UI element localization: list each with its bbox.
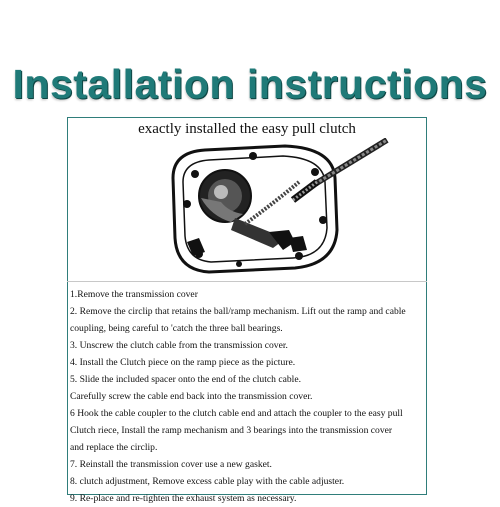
step-line: 5. Slide the included spacer onto the end of the clutch cable. — [70, 374, 301, 385]
bolt-hole — [319, 216, 327, 224]
subtitle: exactly installed the easy pull clutch — [138, 121, 356, 137]
step-line: 4. Install the Clutch piece on the ramp piece as the picture. — [70, 357, 296, 368]
step-line: 1.Remove the transmission cover — [70, 289, 198, 300]
bolt-hole — [183, 200, 191, 208]
step-line: 6 Hook the cable coupler to the clutch cable end and attach the coupler to the easy pull — [70, 408, 403, 419]
bolt-hole — [295, 252, 303, 260]
step-line: Clutch riece, Install the ramp mechanism and 3 bearings into the transmission cover — [70, 425, 393, 436]
bolt-hole — [191, 170, 199, 178]
transmission-cover-diagram — [165, 138, 390, 278]
bolt-hole — [311, 168, 319, 176]
step-line: coupling, being careful to 'catch the three ball bearings. — [70, 323, 283, 334]
instruction-steps — [70, 286, 426, 507]
step-line: 3. Unscrew the clutch cable from the transmission cover. — [70, 340, 288, 351]
step-line: 8. clutch adjustment, Remove excess cable play with the cable adjuster. — [70, 476, 345, 487]
step-line: Carefully screw the cable end back into the transmission cover. — [70, 391, 313, 402]
step-line: 9. Re-place and re-tighten the exhaust system as necessary. — [70, 493, 297, 504]
step-line: 2. Remove the circlip that retains the ball/ramp mechanism. Lift out the ramp and cable — [70, 306, 406, 317]
page-title: Installation instructions — [12, 61, 488, 107]
bolt-hole — [236, 261, 242, 267]
step-line: and replace the circlip. — [70, 442, 158, 453]
step-line: 7. Reinstall the transmission cover use a new gasket. — [70, 459, 272, 470]
bolt-hole — [249, 152, 257, 160]
divider — [67, 281, 427, 282]
